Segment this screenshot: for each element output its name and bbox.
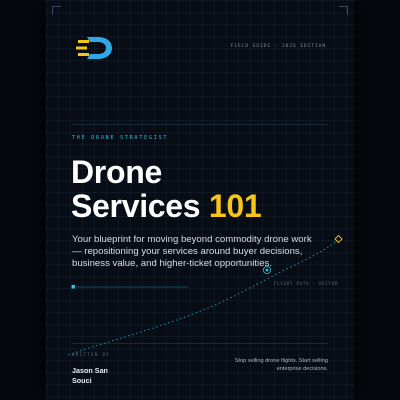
author-name (72, 366, 108, 386)
written-by-label: WRITTEN BY (72, 352, 111, 357)
start-point-marker (72, 285, 76, 289)
title-line-2-accent: 101 (208, 188, 262, 224)
book-subtitle: Your blueprint for moving beyond commodity drone work — repositioning your services around buyer decisions, business value, and higher-ticket opportunities. (72, 234, 312, 269)
target-ring-icon (263, 266, 270, 273)
title-line-1: Drone (71, 154, 162, 190)
flight-path-curve (68, 240, 338, 355)
kicker-label: THE DRONE STRATEGIST (72, 135, 169, 141)
tagline: Stop selling drone flights. Start selling enterprise decisions. (234, 358, 328, 372)
title-line-2-main: Services (71, 188, 201, 224)
flight-path-graphic (46, 0, 354, 400)
flight-path-label: FLIGHT PATH · VECTOR (274, 281, 339, 286)
divider-line-bottom (72, 343, 328, 344)
target-ring-center (266, 269, 269, 272)
author-name-line-1: Jason San (72, 366, 108, 375)
author-name-line-2: Souci (72, 376, 92, 385)
diamond-waypoint-icon (335, 235, 342, 242)
ebook-cover (46, 0, 354, 400)
edition-label: FIELD GUIDE · 2026 EDITION (230, 44, 326, 49)
